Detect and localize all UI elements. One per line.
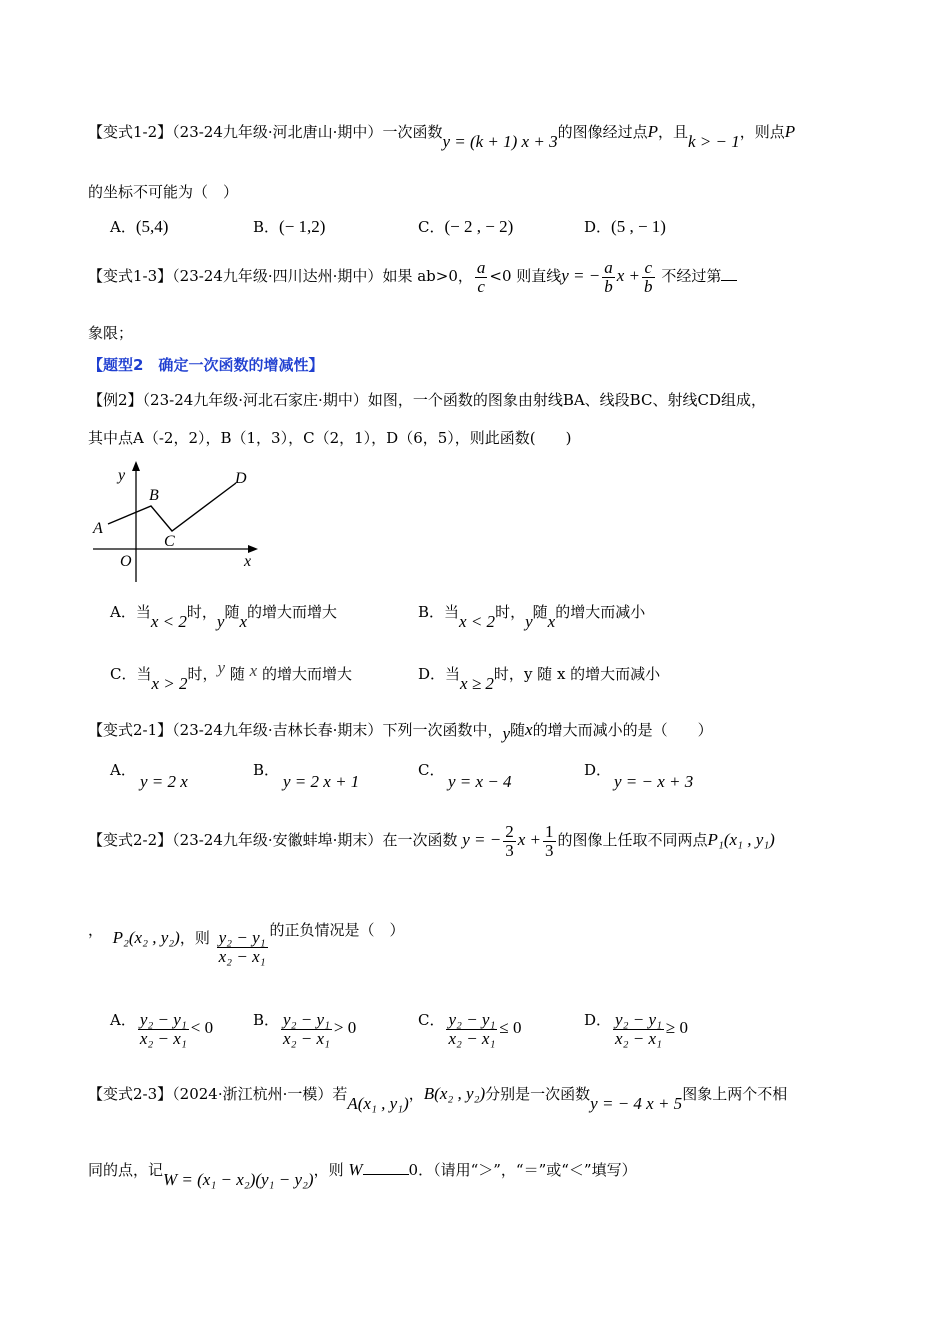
option-label: C．当 bbox=[110, 665, 152, 683]
v13-line1 bbox=[88, 256, 737, 296]
v21-source: （23-24九年级·吉林长春·期末） bbox=[172, 721, 383, 739]
numerator: y₂ − y₁ bbox=[615, 1009, 662, 1029]
v13-line2 bbox=[88, 323, 133, 343]
option-value: y = 2 x + 1 bbox=[283, 772, 360, 791]
option-text: 时， bbox=[495, 603, 526, 621]
v21-var-y: y bbox=[502, 724, 510, 743]
denominator: b bbox=[644, 276, 653, 296]
option-condition: x < 2 bbox=[459, 612, 496, 631]
v23-equation: y = − 4 x + 5 bbox=[590, 1094, 683, 1113]
v12-option-d[interactable] bbox=[584, 217, 666, 237]
ex2-source: （23-24九年级·河北石家庄·期中） bbox=[142, 391, 368, 409]
v23-line1 bbox=[88, 1084, 788, 1113]
numerator: y₂ − y₁ bbox=[283, 1009, 330, 1029]
v13-equation: y = − bbox=[561, 266, 601, 285]
v22-text: 在一次函数 bbox=[382, 831, 458, 849]
v12-line2 bbox=[88, 182, 238, 202]
v23-line2 bbox=[88, 1160, 637, 1189]
v22-option-a[interactable] bbox=[110, 1008, 213, 1048]
option-label: D． bbox=[584, 761, 612, 779]
v21-option-b[interactable] bbox=[253, 760, 359, 800]
option-text: 随 bbox=[229, 665, 245, 683]
label-origin: O bbox=[120, 553, 132, 570]
v13-text: <0 则直线 bbox=[489, 267, 562, 285]
v12-condition: k > − 1 bbox=[688, 132, 740, 151]
ex2-line2 bbox=[88, 428, 571, 448]
v22-option-c[interactable] bbox=[418, 1008, 521, 1048]
v23-point-b: B(x₂ , y₂) bbox=[423, 1084, 486, 1103]
option-value: y = − x + 3 bbox=[614, 772, 694, 791]
v23-text: 图象上两个不相 bbox=[682, 1085, 788, 1103]
v22-equation: x + bbox=[517, 830, 542, 849]
option-relation: ≥ 0 bbox=[665, 1018, 689, 1037]
ex2-option-c[interactable] bbox=[110, 658, 352, 693]
option-label: D．当 bbox=[418, 665, 461, 683]
ex2-option-b[interactable] bbox=[418, 602, 646, 631]
v21-var-x: x bbox=[525, 720, 533, 739]
denominator: 3 bbox=[545, 840, 554, 860]
v12-option-b[interactable] bbox=[253, 217, 325, 237]
option-text: 随 bbox=[532, 603, 548, 621]
option-label: D． bbox=[584, 218, 612, 236]
denominator: x₂ − x₁ bbox=[615, 1028, 662, 1048]
v13-text: 不经过第 bbox=[661, 267, 722, 285]
v21-tag: 【变式2-1】 bbox=[88, 721, 173, 739]
denominator: 3 bbox=[505, 840, 514, 860]
v22-fraction-one-third bbox=[543, 823, 556, 860]
v22-equation: y = − bbox=[462, 830, 502, 849]
v22-text: ，则 bbox=[179, 929, 210, 947]
option-ratio bbox=[613, 1011, 664, 1048]
v22-text: 的正负情况是（ ） bbox=[269, 921, 405, 939]
option-label: A． bbox=[110, 1011, 136, 1029]
option-label: A． bbox=[110, 218, 136, 236]
v21-option-c[interactable] bbox=[418, 760, 512, 800]
v21-text: 随 bbox=[510, 721, 526, 739]
option-condition: x > 2 bbox=[151, 674, 188, 693]
v13-text: 如果 ab>0， bbox=[382, 267, 473, 285]
v23-text: 0．（请用“＞”，“＝”或“＜”填写） bbox=[408, 1161, 637, 1179]
option-ratio bbox=[138, 1011, 189, 1048]
v23-text: ， bbox=[408, 1085, 424, 1103]
option-value: (− 2 , − 2) bbox=[444, 217, 514, 236]
numerator: y₂ − y₁ bbox=[448, 1009, 496, 1029]
option-label: B． bbox=[253, 1011, 280, 1029]
option-value: y = 2 x bbox=[140, 772, 188, 791]
ex2-text: 如图，一个函数的图象由射线BA、线段BC、射线CD组成， bbox=[367, 391, 766, 409]
v13-fraction-a-over-c bbox=[475, 259, 488, 296]
ex2-function-graph bbox=[88, 458, 273, 583]
label-point-b: B bbox=[149, 487, 159, 504]
v21-line1 bbox=[88, 720, 713, 743]
v21-option-a[interactable] bbox=[110, 760, 188, 800]
v23-text: 同的点，记 bbox=[88, 1161, 164, 1179]
option-text: 时， bbox=[186, 603, 217, 621]
denominator: x₂ − x₁ bbox=[218, 946, 266, 966]
option-value: y = x − 4 bbox=[448, 772, 512, 791]
v12-option-c[interactable] bbox=[418, 217, 513, 237]
label-y: y bbox=[118, 467, 126, 484]
ex2-option-d[interactable] bbox=[418, 664, 661, 693]
option-label: C． bbox=[418, 761, 445, 779]
denominator: b bbox=[604, 276, 613, 296]
v13-tag: 【变式1-3】 bbox=[88, 267, 173, 285]
option-var-y: y bbox=[216, 612, 225, 631]
v22-option-b[interactable] bbox=[253, 1008, 356, 1048]
option-label: B． bbox=[253, 761, 280, 779]
v21-text: 下列一次函数中， bbox=[382, 721, 503, 739]
v23-text: 若 bbox=[332, 1085, 348, 1103]
option-relation: > 0 bbox=[333, 1018, 357, 1037]
option-ratio bbox=[281, 1011, 332, 1048]
v12-equation: y = (k + 1) x + 3 bbox=[442, 132, 558, 151]
option-condition: x ≥ 2 bbox=[460, 674, 494, 693]
v23-source: （2024·浙江杭州·一模） bbox=[172, 1085, 333, 1103]
option-label: A．当 bbox=[110, 603, 151, 621]
option-text: 的增大而增大 bbox=[261, 665, 352, 683]
option-text: y 随 x 的增大而减小 bbox=[523, 665, 661, 683]
option-text: 随 bbox=[224, 603, 240, 621]
ex2-option-a[interactable] bbox=[110, 602, 338, 631]
ex2-tag: 【例2】 bbox=[88, 391, 143, 409]
v23-tag: 【变式2-3】 bbox=[88, 1085, 173, 1103]
ex2-line1 bbox=[88, 390, 766, 410]
v12-text: ，则点 bbox=[739, 123, 785, 141]
option-label: D． bbox=[584, 1011, 612, 1029]
option-text: 时， bbox=[187, 665, 218, 683]
numerator: c bbox=[642, 259, 655, 278]
numerator: 1 bbox=[545, 821, 554, 841]
x-axis-arrow-icon bbox=[248, 545, 258, 553]
v12-point: P bbox=[647, 122, 658, 141]
numerator: a bbox=[604, 257, 613, 277]
v12-option-a[interactable] bbox=[110, 217, 168, 237]
v23-point-a: A(x₁ , y₁) bbox=[347, 1094, 409, 1113]
v12-text: ，且 bbox=[657, 123, 688, 141]
v22-line1 bbox=[88, 820, 775, 860]
v13-text: 象限； bbox=[88, 324, 134, 342]
label-point-d: D bbox=[235, 470, 247, 487]
option-relation: < 0 bbox=[190, 1018, 214, 1037]
v12-line1 bbox=[88, 122, 796, 151]
v22-point-p1: P₁(x₁ , y₁) bbox=[707, 830, 775, 849]
ex2-text: 其中点A（-2，2），B（1，3），C（2，1），D（6，5），则此函数( ) bbox=[88, 429, 572, 447]
option-relation: ≤ 0 bbox=[499, 1018, 522, 1037]
denominator: x₂ − x₁ bbox=[283, 1028, 330, 1048]
v12-text: 一次函数 bbox=[382, 123, 443, 141]
v22-tag: 【变式2-2】 bbox=[88, 831, 173, 849]
option-var-y: y bbox=[217, 658, 226, 677]
option-value: (− 1,2) bbox=[279, 217, 326, 236]
v21-text: 的增大而减小的是（ ） bbox=[532, 721, 713, 739]
v22-line2 bbox=[88, 918, 405, 966]
option-var-x: x bbox=[547, 612, 556, 631]
v13-equation: x + bbox=[616, 266, 641, 285]
option-label: B． bbox=[253, 218, 280, 236]
option-text: 时， bbox=[493, 665, 524, 683]
v12-point: P bbox=[784, 122, 796, 141]
option-label: B．当 bbox=[418, 603, 460, 621]
v23-text: ，则 bbox=[313, 1161, 344, 1179]
y-axis-arrow-icon bbox=[132, 461, 140, 471]
option-value: (5 , − 1) bbox=[611, 217, 666, 236]
option-text: 的增大而减小 bbox=[555, 603, 646, 621]
denominator: x₂ − x₁ bbox=[448, 1028, 496, 1048]
v12-source: （23-24九年级·河北唐山·期中） bbox=[172, 123, 383, 141]
numerator: 2 bbox=[505, 821, 514, 841]
v13-fraction-a-over-b bbox=[602, 259, 615, 296]
label-point-a: A bbox=[93, 520, 103, 537]
option-text: 的增大而增大 bbox=[247, 603, 338, 621]
numerator: y₂ − y₁ bbox=[218, 927, 266, 947]
numerator: y₂ − y₁ bbox=[139, 1009, 187, 1029]
option-var-x: x bbox=[239, 612, 247, 631]
v22-source: （23-24九年级·安徽蚌埠·期末） bbox=[172, 831, 383, 849]
v22-ratio bbox=[217, 929, 268, 966]
label-x: x bbox=[244, 553, 252, 570]
v23-answer-blank[interactable] bbox=[363, 1174, 409, 1175]
v22-text: 的图像上任取不同两点 bbox=[557, 831, 708, 849]
function-polyline bbox=[108, 483, 236, 531]
denominator: x₂ − x₁ bbox=[139, 1028, 187, 1048]
v13-source: （23-24九年级·四川达州·期中） bbox=[172, 267, 383, 285]
option-label: A． bbox=[110, 761, 136, 779]
numerator: a bbox=[476, 257, 486, 277]
v23-var-w: W bbox=[348, 1160, 363, 1179]
v13-fraction-c-over-b bbox=[642, 259, 655, 296]
option-value: (5,4) bbox=[135, 217, 169, 236]
section-title-type2: 【题型2 确定一次函数的增减性】 bbox=[88, 356, 324, 374]
v22-text: ， bbox=[88, 921, 104, 939]
v23-text: 分别是一次函数 bbox=[485, 1085, 591, 1103]
option-condition: x < 2 bbox=[150, 612, 187, 631]
v23-w-expression: W = (x₁ − x₂)(y₁ − y₂) bbox=[163, 1170, 314, 1189]
option-label: C． bbox=[418, 1011, 445, 1029]
v12-text: 的坐标不可能为（ ） bbox=[88, 183, 239, 201]
option-var-x: x bbox=[249, 661, 258, 680]
label-point-c: C bbox=[164, 533, 175, 550]
v22-fraction-two-thirds bbox=[503, 823, 516, 860]
denominator: c bbox=[477, 276, 485, 296]
option-ratio bbox=[446, 1011, 497, 1048]
v22-option-d[interactable] bbox=[584, 1008, 688, 1048]
v22-point-p2: P₂(x₂ , y₂) bbox=[112, 928, 180, 947]
option-label: C． bbox=[418, 218, 445, 236]
v13-answer-blank[interactable] bbox=[721, 280, 737, 281]
v12-text: 的图像经过点 bbox=[557, 123, 648, 141]
option-var-y: y bbox=[525, 612, 533, 631]
v12-tag: 【变式1-2】 bbox=[88, 123, 173, 141]
v21-option-d[interactable] bbox=[584, 760, 693, 800]
